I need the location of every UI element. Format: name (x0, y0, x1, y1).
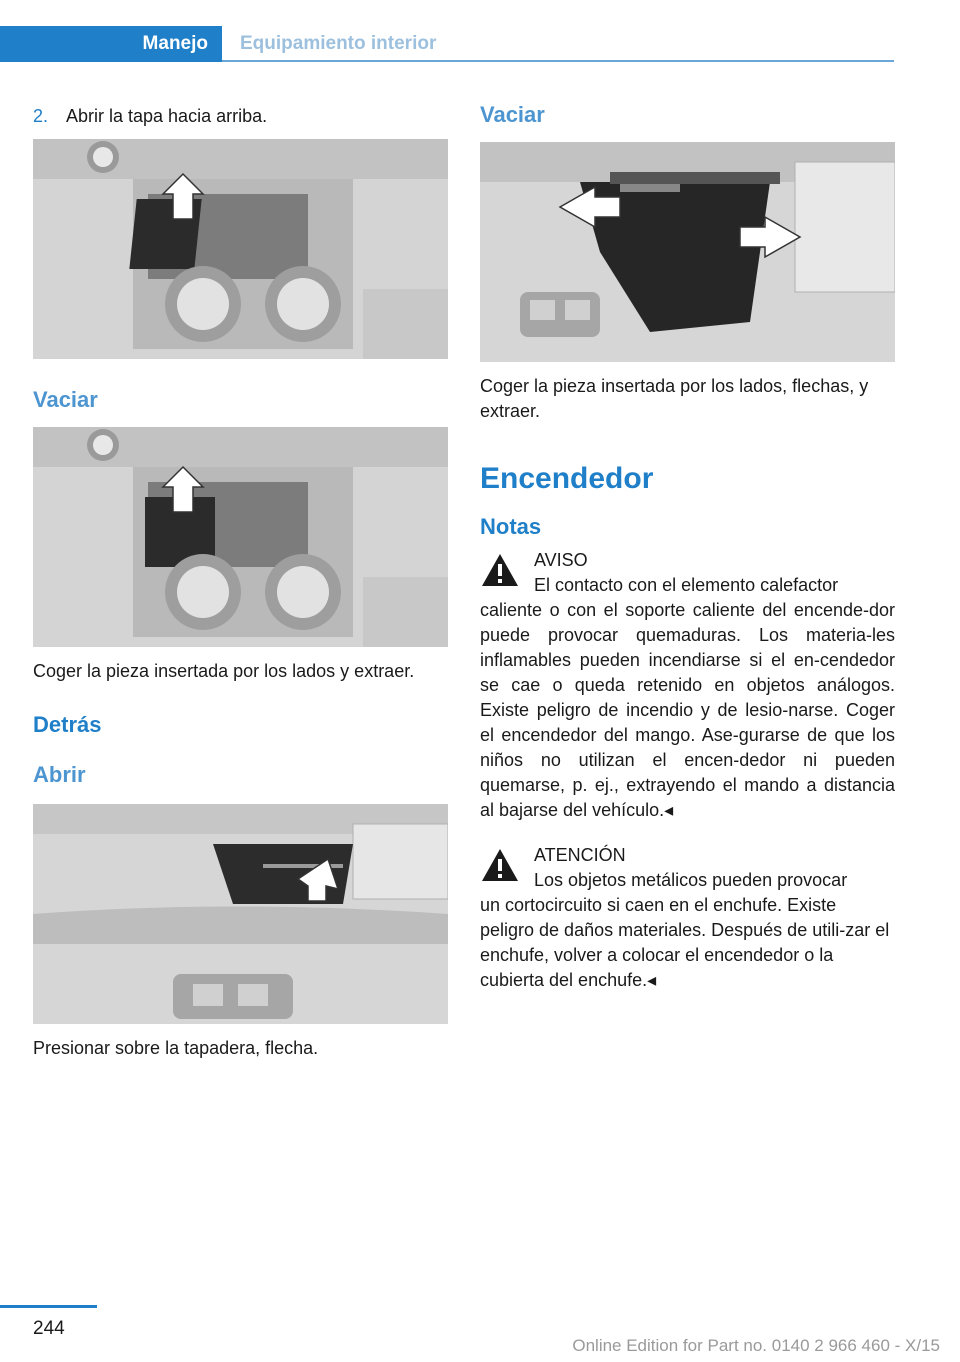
right-vaciar-caption: Coger la pieza insertada por los lados, flechas, y extraer. (480, 376, 869, 421)
header-divider (222, 60, 894, 62)
page-number: 244 (33, 1318, 65, 1339)
step-item (33, 106, 448, 127)
step-number: 2. (33, 106, 49, 126)
vaciar-heading: Vaciar (33, 387, 98, 412)
right-column (480, 96, 895, 993)
footer-accent-line (0, 1305, 97, 1308)
page-header (0, 26, 960, 62)
vaciar-caption: Coger la pieza insertada por los lados y extraer. (33, 661, 415, 681)
aviso-block (480, 548, 895, 823)
door-ashtray-removal-illustration (480, 142, 895, 362)
atencion-label: ATENCIÓN (534, 845, 626, 865)
left-column (33, 96, 448, 1061)
atencion-block (480, 843, 895, 993)
watermark-text: Online Edition for Part no. 0140 2 966 460 - X/15 (572, 1336, 940, 1355)
rear-door-ashtray-illustration (33, 804, 448, 1024)
step-text: Abrir la tapa hacia arriba. (66, 106, 268, 126)
chapter-title: Equipamiento interior (240, 33, 437, 54)
detras-heading: Detrás (33, 712, 102, 737)
caution-triangle-icon (480, 847, 520, 883)
console-insert-removal-illustration (33, 427, 448, 647)
warning-triangle-icon (480, 552, 520, 588)
abrir-caption: Presionar sobre la tapadera, flecha. (33, 1038, 319, 1058)
notas-heading: Notas (480, 514, 542, 539)
abrir-heading: Abrir (33, 762, 86, 787)
atencion-first-line: Los objetos metálicos pueden provocar (534, 870, 848, 890)
atencion-body: un cortocircuito si caen en el enchufe. Existe peligro de daños materiales. Después de utili-zar el enchufe, volver a colocar el encendedor o la cubierta del enchufe.◂ (480, 895, 890, 990)
section-tab: Manejo (0, 26, 222, 62)
aviso-label: AVISO (534, 550, 588, 570)
aviso-first-line: El contacto con el elemento calefactor (534, 575, 839, 595)
right-vaciar-heading: Vaciar (480, 102, 545, 127)
aviso-body: caliente o con el soporte caliente del encende-dor puede provocar quemaduras. Los materia-les inflamables pueden incendiarse si el en-cendedor se cae o queda retenido en objetos análogos. Existe peligro de incendio y de lesio-narse. Coger el encendedor del mango. Ase-gurarse de que los niños no utilizan el encen-dedor ni pueden quemarse, p. ej., extrayendo el mando a distancia al bajarse del vehículo.◂ (480, 600, 895, 820)
console-open-lid-illustration (33, 139, 448, 359)
encendedor-heading: Encendedor (480, 462, 654, 495)
